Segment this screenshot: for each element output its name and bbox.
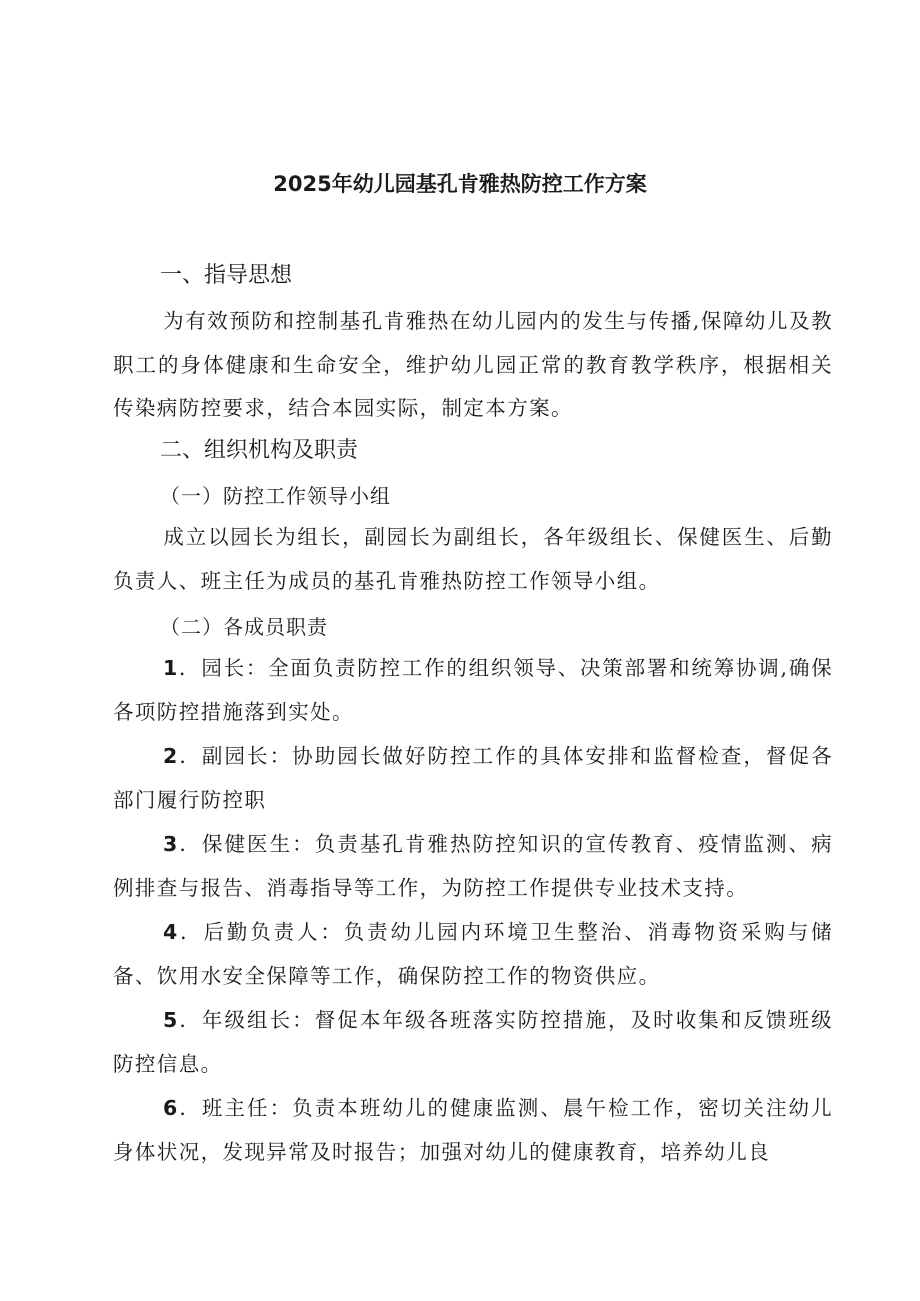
duty-item [113,647,833,734]
duty-item-text: ．后勤负责人：负责幼儿园内环境卫生整治、消毒物资采购与储备、饮用水安全保障等工作，确保防控工作的物资供应。 [113,920,833,988]
duty-item-number: 2 [163,744,179,768]
section-2-sub-1-heading: （一）防控工作领导小组 [160,484,391,508]
section-1-heading: 一、指导思想 [160,263,293,288]
duty-item [113,1087,833,1174]
duty-item-text: ．保健医生：负责基孔肯雅热防控知识的宣传教育、疫情监测、病例排查与报告、消毒指导等工作，为防控工作提供专业技术支持。 [113,832,833,900]
duty-item-number: 3 [163,832,179,856]
duty-item-text: ．年级组长：督促本年级各班落实防控措施，及时收集和反馈班级防控信息。 [113,1008,833,1076]
section-2-sub-2-heading: （二）各成员职责 [160,615,328,639]
duty-item [113,823,833,910]
section-2-heading: 二、组织机构及职责 [160,438,359,463]
duty-item-number: 1 [163,656,179,680]
section-2-sub-1-paragraph [113,516,833,603]
section-1-paragraph [113,300,833,431]
duty-item [113,735,833,822]
document-title: 2025年幼儿园基孔肯雅热防控工作方案 [273,172,647,196]
duty-item-number: 5 [163,1008,179,1032]
section-1-paragraph-text: 为有效预防和控制基孔肯雅热在幼儿园内的发生与传播,保障幼儿及教职工的身体健康和生命安全，维护幼儿园正常的教育教学秩序，根据相关传染病防控要求，结合本园实际，制定本方案。 [113,309,833,420]
duty-item-text: ．班主任：负责本班幼儿的健康监测、晨午检工作，密切关注幼儿身体状况，发现异常及时报告；加强对幼儿的健康教育，培养幼儿良 [113,1096,833,1164]
duty-item [113,911,833,998]
duty-item-number: 6 [163,1096,179,1120]
section-2-sub-1-paragraph-text: 成立以园长为组长，副园长为副组长，各年级组长、保健医生、后勤负责人、班主任为成员的基孔肯雅热防控工作领导小组。 [113,525,833,593]
duty-item-text: ．副园长：协助园长做好防控工作的具体安排和监督检查，督促各部门履行防控职 [113,744,833,812]
duty-item-text: ．园长：全面负责防控工作的组织领导、决策部署和统筹协调,确保各项防控措施落到实处。 [113,656,833,724]
duty-item-number: 4 [163,920,179,944]
duty-item [113,999,833,1086]
